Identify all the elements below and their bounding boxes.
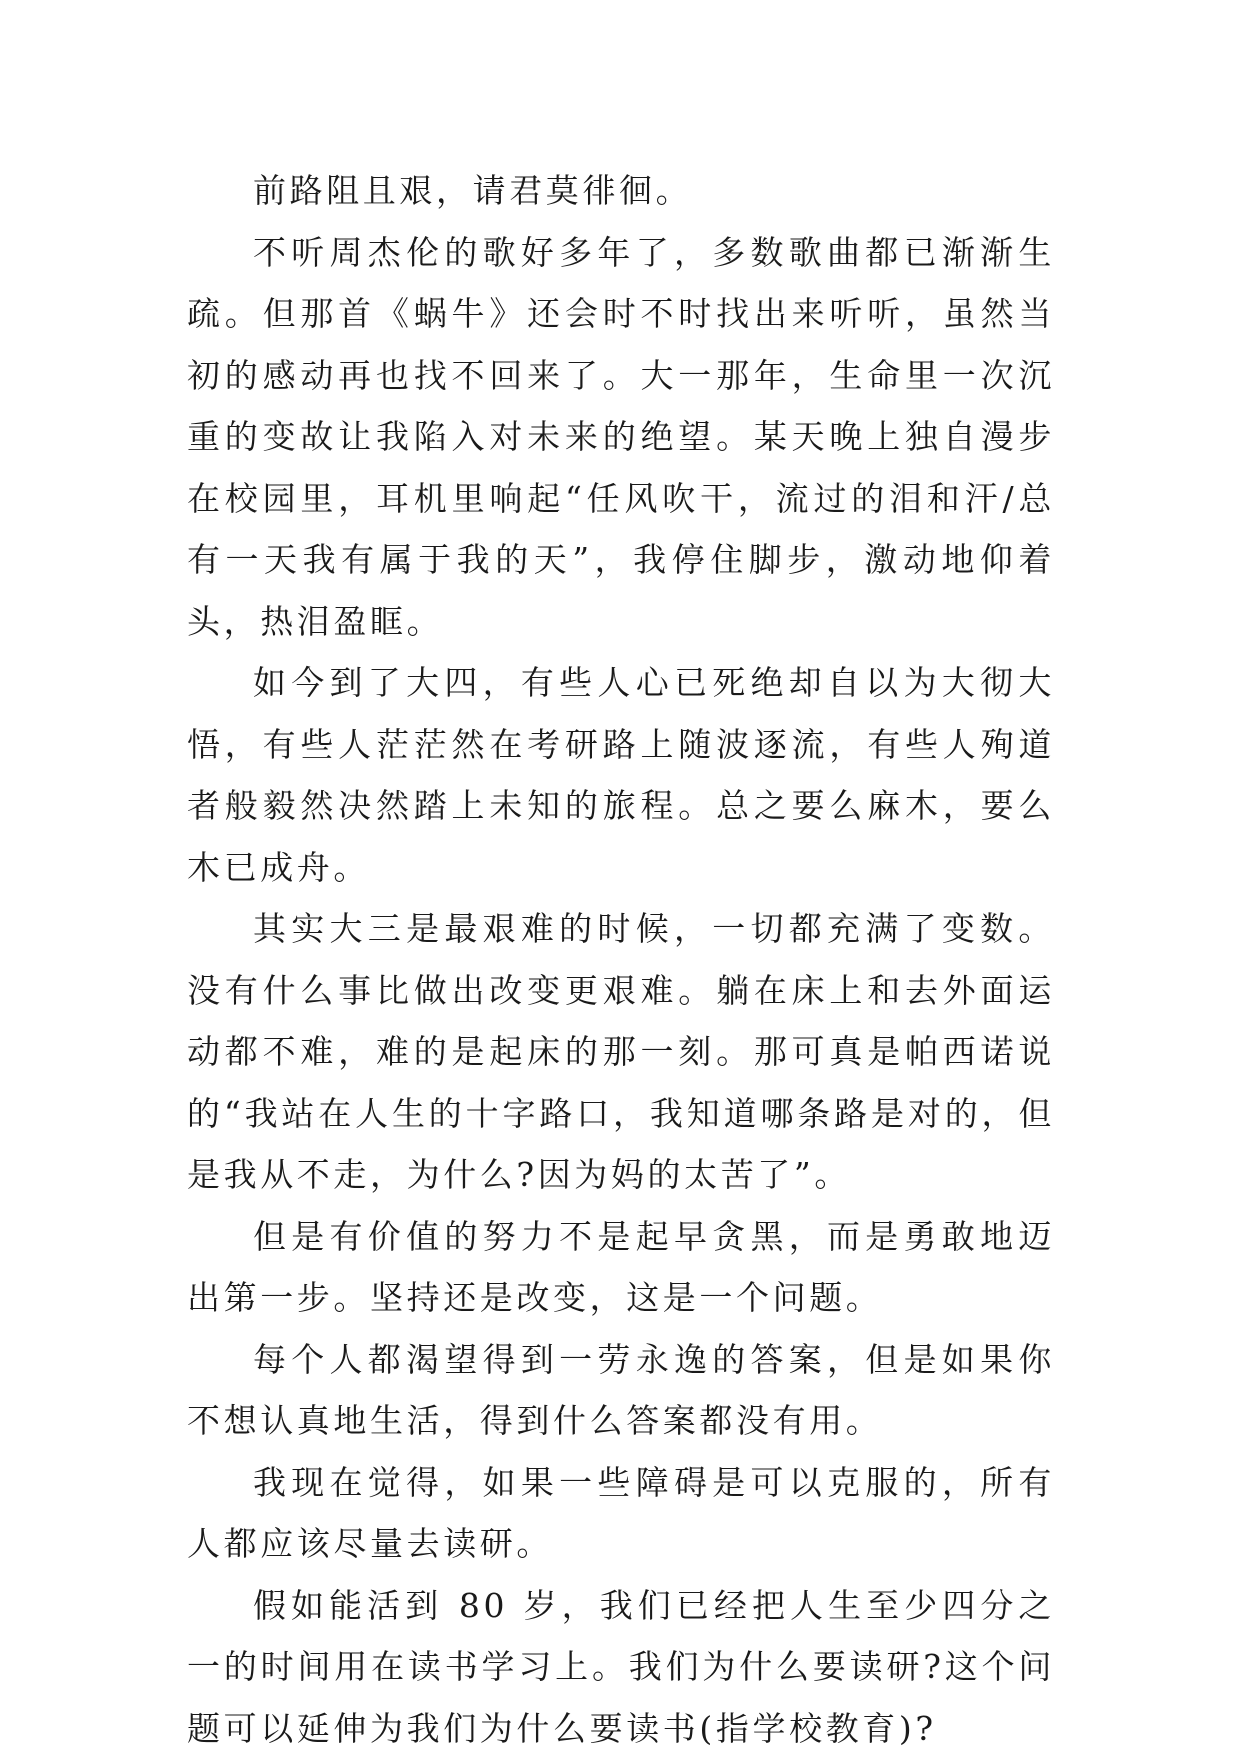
paragraph: 我现在觉得，如果一些障碍是可以克服的，所有人都应该尽量去读研。 — [187, 1452, 1055, 1575]
paragraph: 每个人都渴望得到一劳永逸的答案，但是如果你不想认真地生活，得到什么答案都没有用。 — [187, 1329, 1055, 1452]
paragraph: 其实大三是最艰难的时候，一切都充满了变数。没有什么事比做出改变更艰难。躺在床上和去外面运动都不难，难的是起床的那一刻。那可真是帕西诺说的“我站在人生的十字路口，我知道哪条路是对的，但是我从不走，为什么?因为妈的太苦了”。 — [187, 898, 1055, 1206]
paragraph: 但是有价值的努力不是起早贪黑，而是勇敢地迈出第一步。坚持还是改变，这是一个问题。 — [187, 1206, 1055, 1329]
paragraph: 不听周杰伦的歌好多年了，多数歌曲都已渐渐生疏。但那首《蜗牛》还会时不时找出来听听，虽然当初的感动再也找不回来了。大一那年，生命里一次沉重的变故让我陷入对未来的绝望。某天晚上独自漫步在校园里，耳机里响起“任风吹干，流过的泪和汗/总有一天我有属于我的天”，我停住脚步，激动地仰着头，热泪盈眶。 — [187, 222, 1055, 653]
paragraph: 前路阻且艰，请君莫徘徊。 — [187, 160, 1055, 222]
body-text — [187, 160, 1055, 1759]
paragraph: 假如能活到 80 岁，我们已经把人生至少四分之一的时间用在读书学习上。我们为什么要读研?这个问题可以延伸为我们为什么要读书(指学校教育)? — [187, 1575, 1055, 1759]
paragraph: 如今到了大四，有些人心已死绝却自以为大彻大悟，有些人茫茫然在考研路上随波逐流，有些人殉道者般毅然决然踏上未知的旅程。总之要么麻木，要么木已成舟。 — [187, 652, 1055, 898]
